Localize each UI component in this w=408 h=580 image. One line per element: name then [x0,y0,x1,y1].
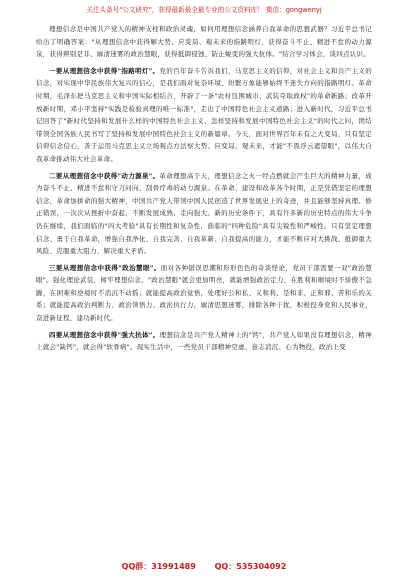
section-paragraph-4 [36,329,372,354]
paragraph-text: 革命理想高于天，理想信念之火一经点燃就会产生巨大的精神力量，成为奋斗不止、精进不怠和守刀问向、刮骨疗毒的动力源泉。在革命、建设和改革各个时期，正是凭借坚定的理想信念，革命加拼命的强大精神，中国共产党人带领中国人民创造了世界发展史上的奇迹，并且能够坚持真理、修正错误，一次次从挫折中奋起，不断发展成熟、走向强大。新的历史条件下，具有许多新的历史特点的伟大斗争仍在继续，我们面临的"四大考验"具有长期性和复杂性，面临的"四种危险"具有尖锐性和严峻性。只有坚定理想信念、勇于自我革命，增强自我净化、自我完善、自我革新、自我提高的能力，才能不断应对大挑战、抵御重大风险、克服重大阻力、解决重大矛盾。 [36,171,373,256]
intro-paragraph [36,23,372,61]
paragraph-text: 理想信念是共产党人精神上的"钙"，共产党人如果没有理想信念，精神上就会"缺钙"，就会得"软骨病"。现实生活中，一些党员干部精神空虚、意志消沉、心为物役，政治上变 [36,330,372,352]
promo-header: 关注头条号"公文研究"，获得最新最全最专业的公文资料库！ 微信：gongwenyj [86,6,322,14]
section-paragraph-2 [36,170,372,258]
qq-group-text: QQ群：31991489 [121,562,196,571]
paragraph-text: 理想信念是中国共产党人的精神支柱和政治灵魂，如何用理想信念涵养自我革命的思想武器？习近平总书记给出了明确答案："从理想信念中获得解大势、应变局、观未来的指路明灯，获得奋斗不止、精进不怠的动力源泉，获得辨别是非、廓清迷雾的政治慧眼，获得抵御侵蚀、防止蜕变的强大抗体。"结合学习体会，谈四点认识。 [36,25,372,59]
paragraph-heading: 二要从理想信念中获得"动力源泉"。 [49,171,160,180]
qq-number-text: QQ：535304092 [214,562,287,571]
paragraph-heading: 一要从理想信念中获得"指路明灯"。 [49,66,160,75]
section-paragraph-3 [36,262,372,325]
section-paragraph-1 [36,65,372,166]
paragraph-text: 面对各种错误思潮和形形色色的奇谈怪论，党员干部需要一双"政治慧眼"。强化理论武装，树牢理想信念，"政治慧眼"就会更加明亮，就能增强政治定力，在胜利和顺境时不骄傲不急躁，在困难和逆境时不消沉不动摇；就能提高政治觉悟，处理好公和私、义和利、是和非、正和邪、苦和乐的关系；就能提高政治判断力、政治领悟力、政治执行力，廓清思想迷雾，排除各种干扰，积极投身党和人民事业，奋进新征程，建功新时代。 [36,263,372,323]
document-body [36,23,372,358]
paragraph-heading: 四要从理想信念中获得"强大抗体"。 [49,330,160,339]
paragraph-text: 党的百年奋斗告诉我们，马克思主义的信仰，对社会主义和共产主义的信念，对实现中华民族伟大复兴的信心，是我们面对复杂环境、纷繁万象能够始终不迷失方向的指路明灯。革命时期，毛泽东把马克思主义和中国实际相结合，开辟了一条"农村包围城市、武装夺取政权"的革命新路；改革开放新时期，邓小平坚持"实践是检验真理的唯一标准"，走出了中国特色社会主义道路；进入新时代，习近平总书记回答了"新时代坚持和发展什么样的中国特色社会主义、怎样坚持和发展中国特色社会主义"的时代之问，团结带领全国各族人民书写了坚持和发展中国特色社会主义的新篇章。今天，面对世界百年未有之大变局，只有坚定信仰信念信心，善于运用马克思主义立场观点方法察大势、应变局、观未来，才能"不畏浮云遮望眼"，以伟大自我革命推动伟大社会革命。 [36,66,373,163]
contact-footer [0,561,408,572]
paragraph-heading: 三要从理想信念中获得"政治慧眼"。 [49,263,161,272]
